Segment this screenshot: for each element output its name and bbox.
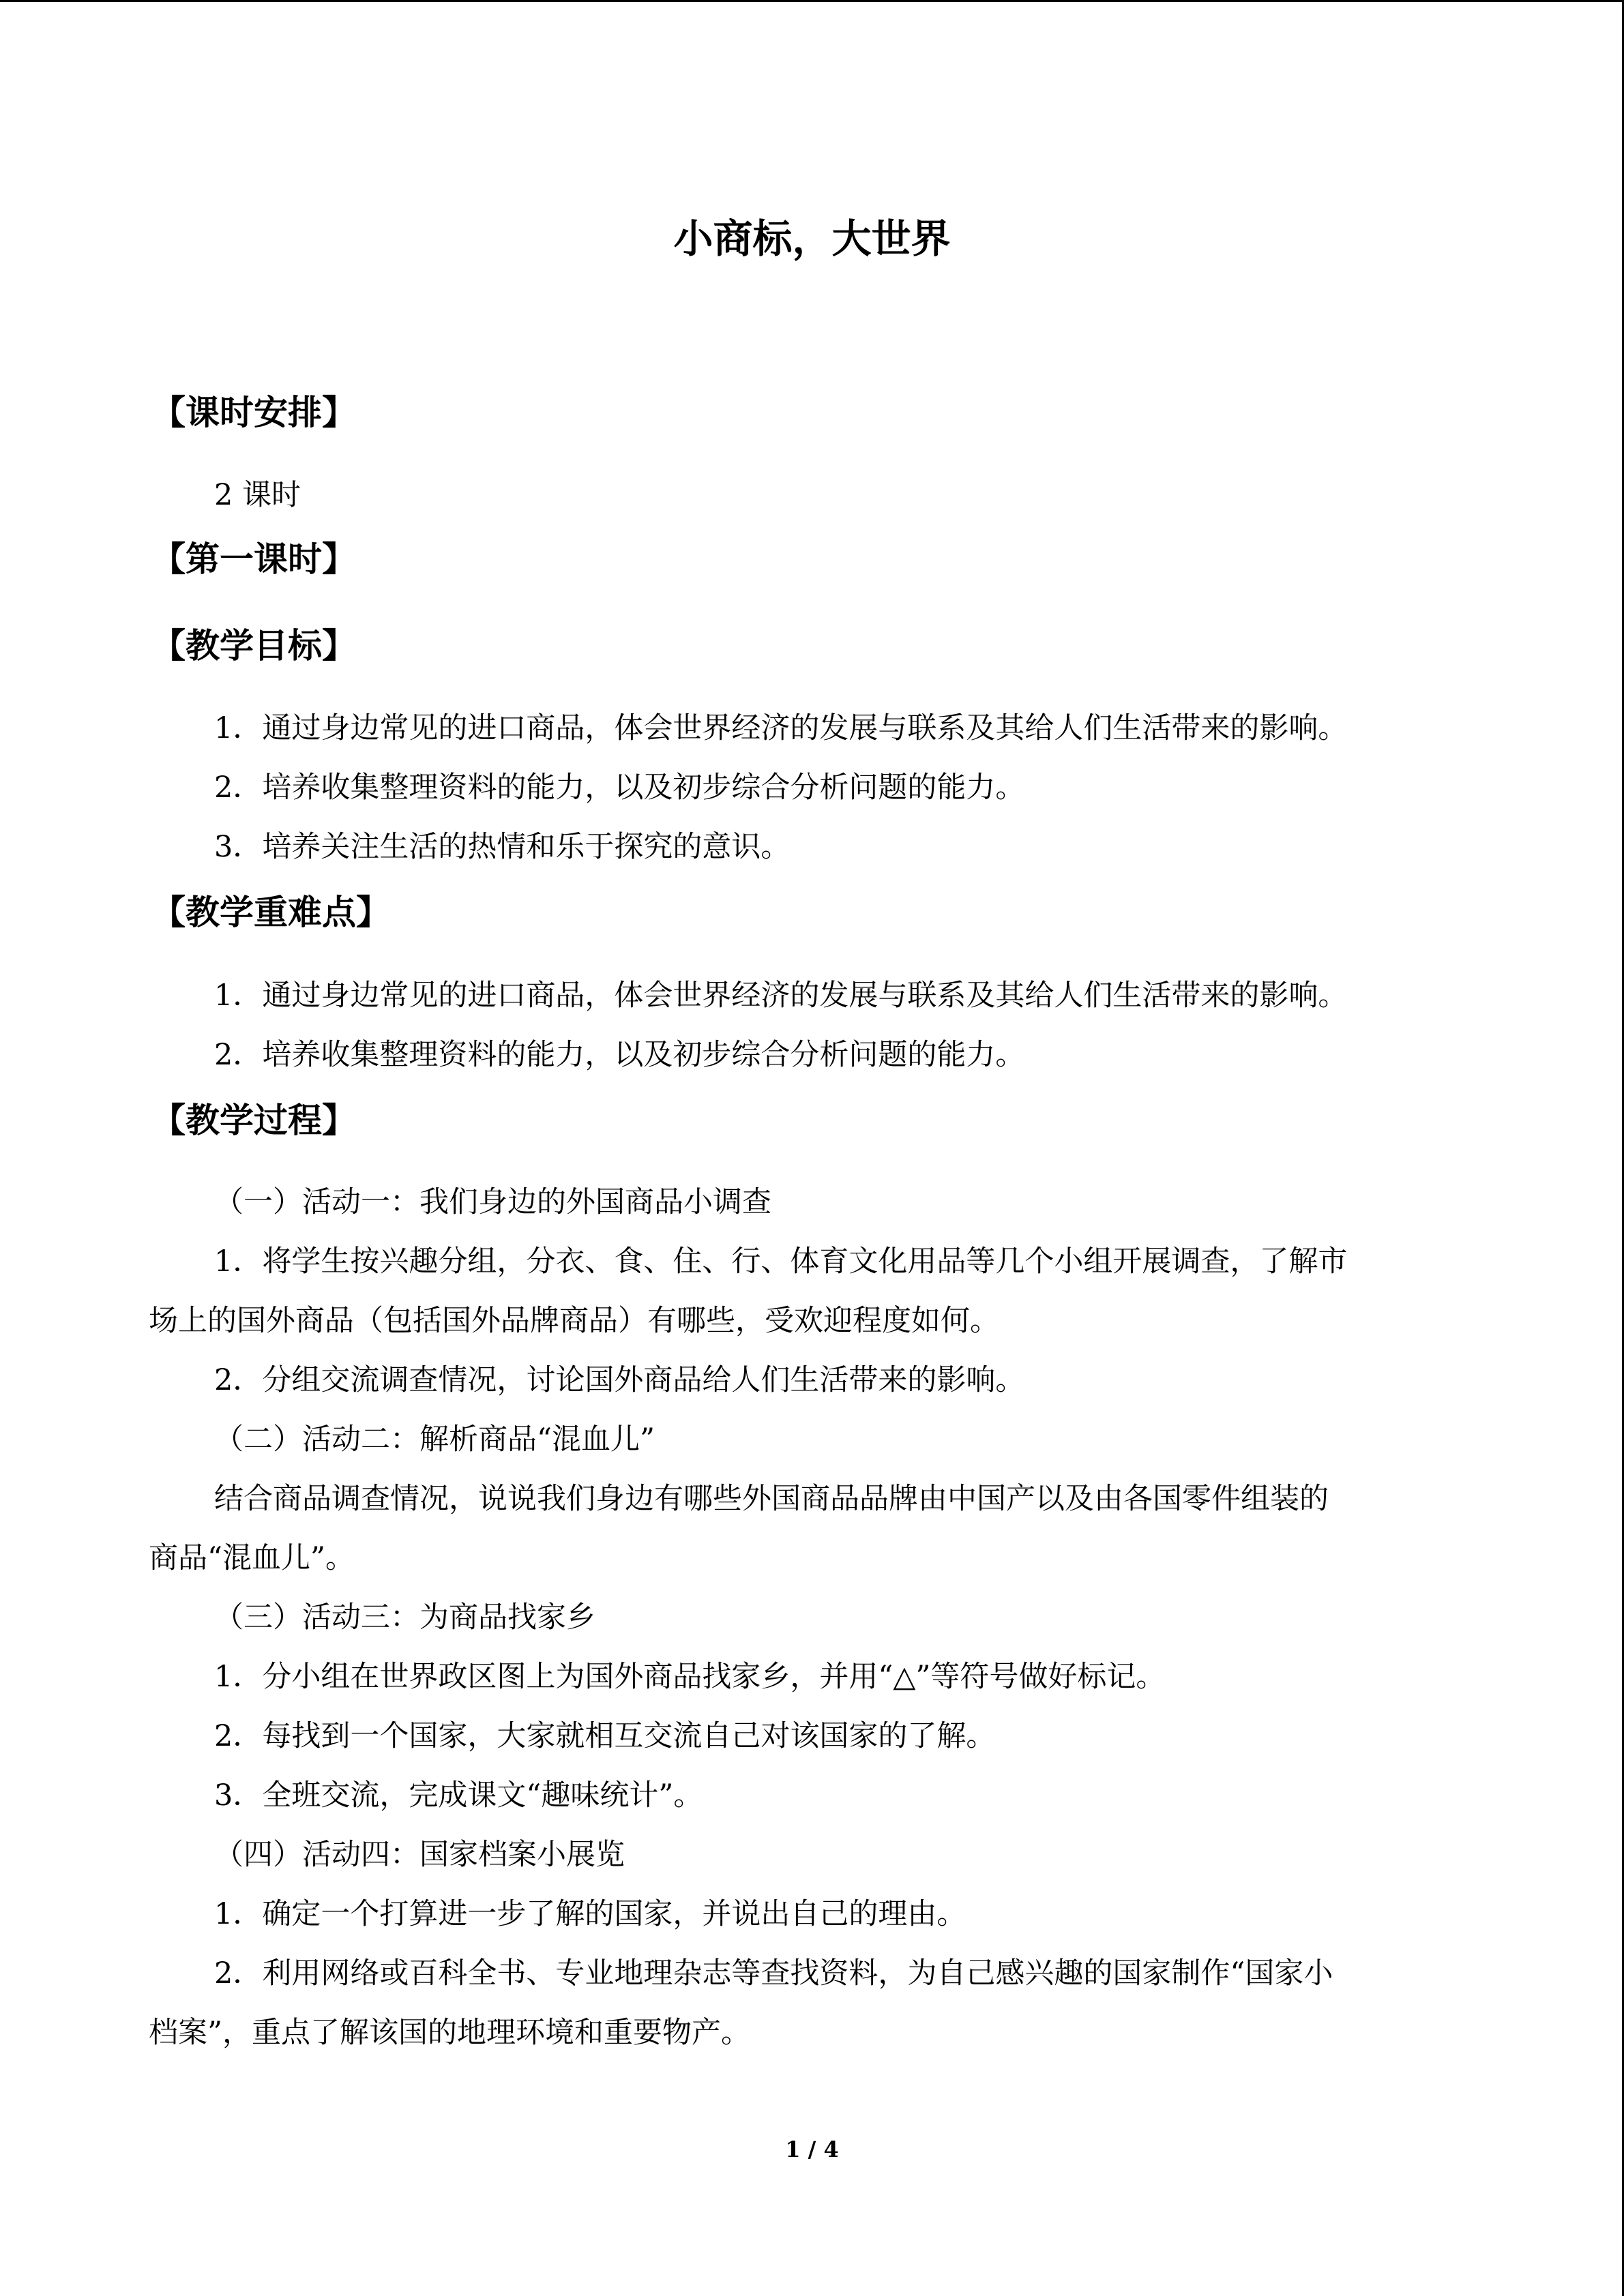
activity2-text-line2: 商品“混血儿”。 [149,1541,355,1575]
activity4-item2-line1: 2．利用网络或百科全书、专业地理杂志等查找资料，为自己感兴趣的国家制作“国家小 [214,1956,1333,1991]
activity3-title: （三）活动三：为商品找家乡 [214,1600,595,1635]
activity3-item3: 3．全班交流，完成课文“趣味统计”。 [214,1778,703,1813]
activity4-title: （四）活动四：国家档案小展览 [214,1838,625,1872]
activity4-item1: 1．确定一个打算进一步了解的国家，并说出自己的理由。 [214,1897,966,1931]
key-point-item-2: 2．培养收集整理资料的能力，以及初步综合分析问题的能力。 [214,1038,1025,1072]
key-point-item-1: 1．通过身边常见的进口商品，体会世界经济的发展与联系及其给人们生活带来的影响。 [214,979,1348,1013]
objective-item-2: 2．培养收集整理资料的能力，以及初步综合分析问题的能力。 [214,771,1025,805]
heading-key-points: 【教学重难点】 [151,893,390,932]
heading-process: 【教学过程】 [151,1101,356,1140]
heading-schedule: 【课时安排】 [151,393,356,432]
activity2-text-line1: 结合商品调查情况，说说我们身边有哪些外国商品品牌由中国产以及由各国零件组装的 [214,1482,1329,1516]
activity1-title: （一）活动一：我们身边的外国商品小调查 [214,1185,771,1219]
page-number: 1 / 4 [785,2136,839,2162]
objective-item-1: 1．通过身边常见的进口商品，体会世界经济的发展与联系及其给人们生活带来的影响。 [214,711,1348,745]
heading-objectives: 【教学目标】 [151,626,356,666]
page-border-top [0,0,1624,2]
schedule-text: 2 课时 [214,478,301,512]
heading-first-lesson: 【第一课时】 [151,539,356,579]
activity3-item1: 1．分小组在世界政区图上为国外商品找家乡，并用“△”等符号做好标记。 [214,1660,1166,1694]
activity1-item2: 2．分组交流调查情况，讨论国外商品给人们生活带来的影响。 [214,1363,1025,1397]
activity4-item2-line2: 档案”，重点了解该国的地理环境和重要物产。 [149,2016,750,2050]
page-title: 小商标，大世界 [673,215,951,262]
activity1-item1-line2: 场上的国外商品（包括国外品牌商品）有哪些，受欢迎程度如何。 [149,1304,999,1338]
activity3-item2: 2．每找到一个国家，大家就相互交流自己对该国家的了解。 [214,1719,996,1753]
activity2-title: （二）活动二：解析商品“混血儿” [214,1422,655,1457]
objective-item-3: 3．培养关注生活的热情和乐于探究的意识。 [214,830,791,864]
activity1-item1-line1: 1．将学生按兴趣分组，分衣、食、住、行、体育文化用品等几个小组开展调查，了解市 [214,1244,1348,1279]
